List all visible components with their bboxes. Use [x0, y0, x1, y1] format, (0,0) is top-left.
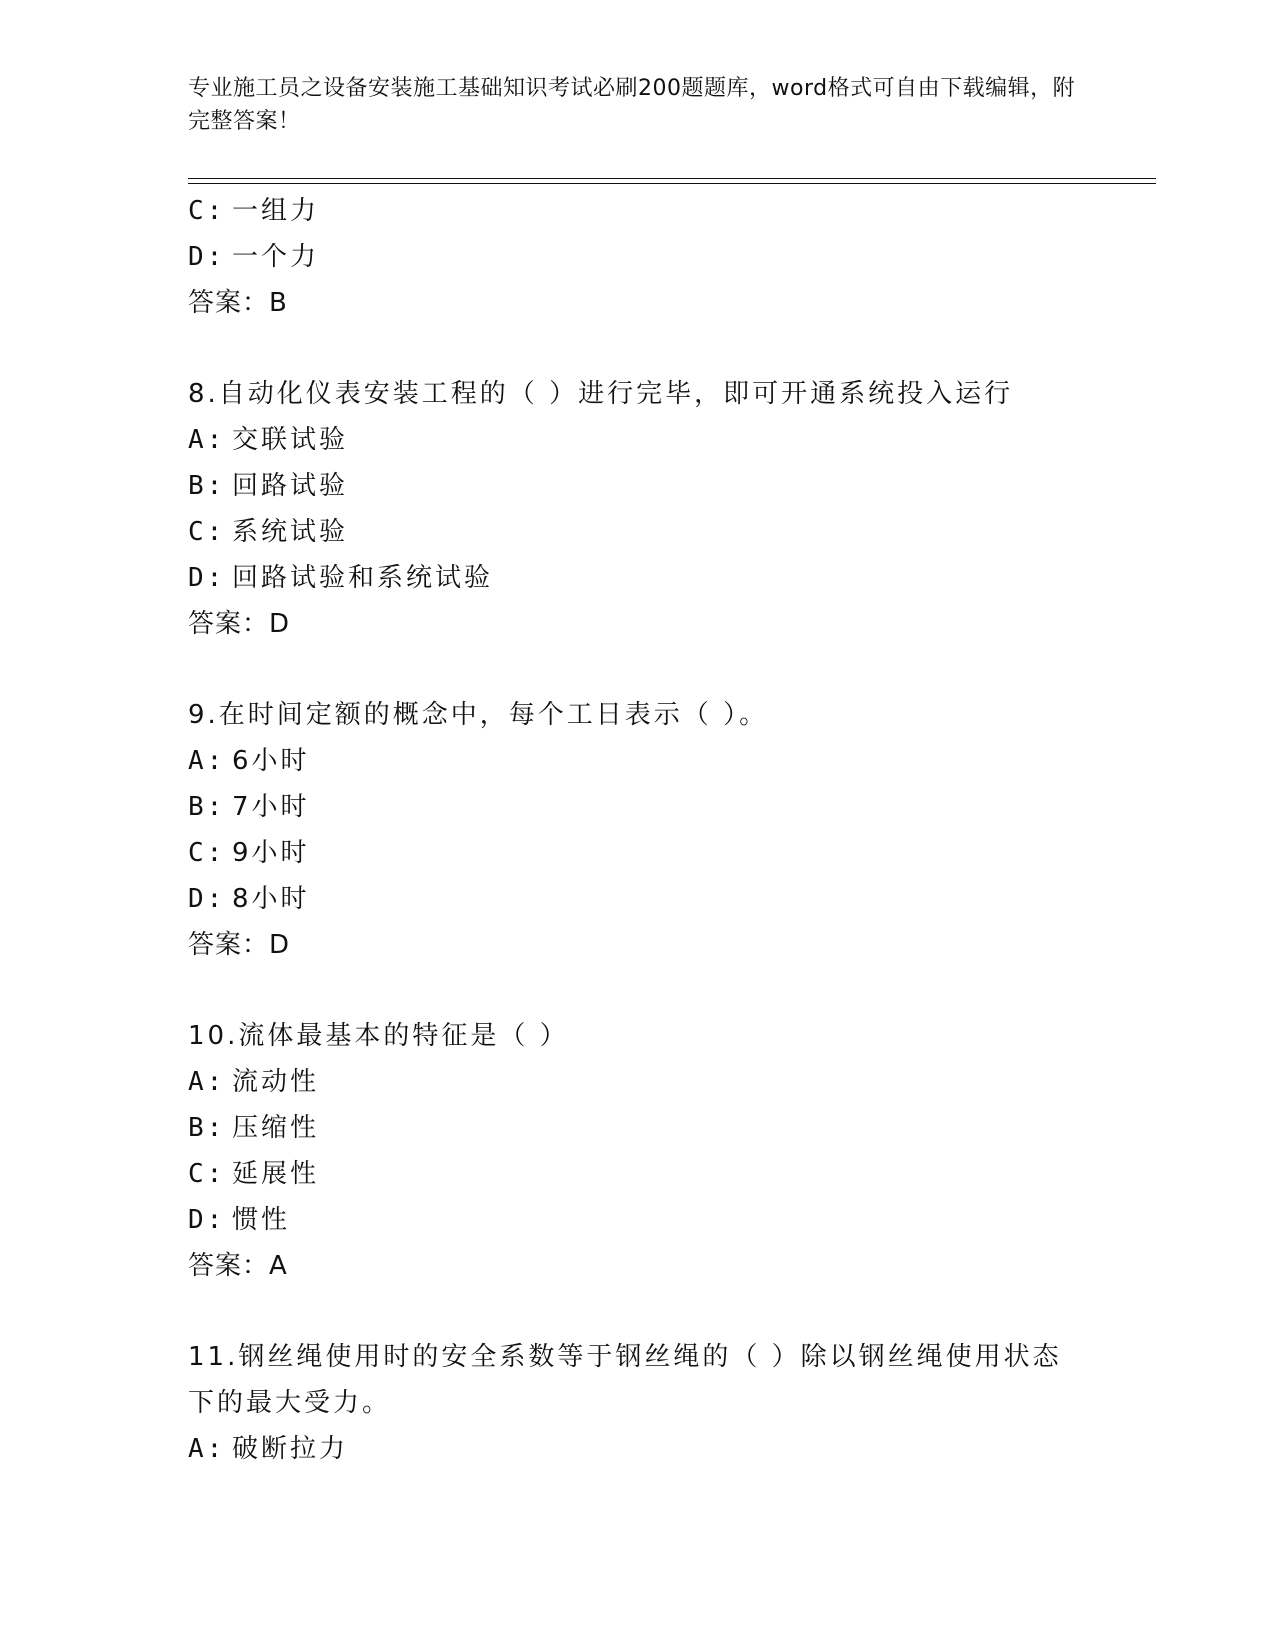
option-c: C: 延展性 — [188, 1159, 320, 1189]
answer-line: 答案：A — [188, 1251, 288, 1281]
option-c: C: 系统试验 — [188, 517, 349, 547]
option-a: A: 破断拉力 — [188, 1434, 349, 1464]
option-b: B: 压缩性 — [188, 1113, 320, 1143]
option-c: C: 一组力 — [188, 196, 320, 226]
option-a: A: 交联试验 — [188, 425, 349, 455]
option-d: D: 8小时 — [188, 884, 310, 914]
header-divider-top — [188, 178, 1156, 179]
option-b: B: 7小时 — [188, 792, 310, 822]
option-d: D: 一个力 — [188, 242, 320, 272]
question-text: 11.钢丝绳使用时的安全系数等于钢丝绳的（ ）除以钢丝绳使用状态下的最大受力。 — [188, 1342, 1062, 1418]
question-text: 10.流体最基本的特征是（ ） — [188, 1021, 569, 1051]
option-c: C: 9小时 — [188, 838, 310, 868]
document-header: 专业施工员之设备安装施工基础知识考试必刷200题题库，word格式可自由下载编辑，附完整答案！ — [188, 76, 1076, 134]
answer-line: 答案：D — [188, 609, 291, 639]
option-a: A: 6小时 — [188, 746, 310, 776]
question-text: 8.自动化仪表安装工程的（ ）进行完毕，即可开通系统投入运行 — [188, 379, 1014, 409]
question-text: 9.在时间定额的概念中，每个工日表示（ ）。 — [188, 700, 769, 730]
option-d: D: 惯性 — [188, 1205, 291, 1235]
answer-line: 答案：B — [188, 288, 288, 318]
header-divider-bottom — [188, 183, 1156, 184]
answer-line: 答案：D — [188, 930, 291, 960]
option-a: A: 流动性 — [188, 1067, 320, 1097]
option-d: D: 回路试验和系统试验 — [188, 563, 494, 593]
option-b: B: 回路试验 — [188, 471, 349, 501]
question-list — [188, 188, 1088, 1472]
